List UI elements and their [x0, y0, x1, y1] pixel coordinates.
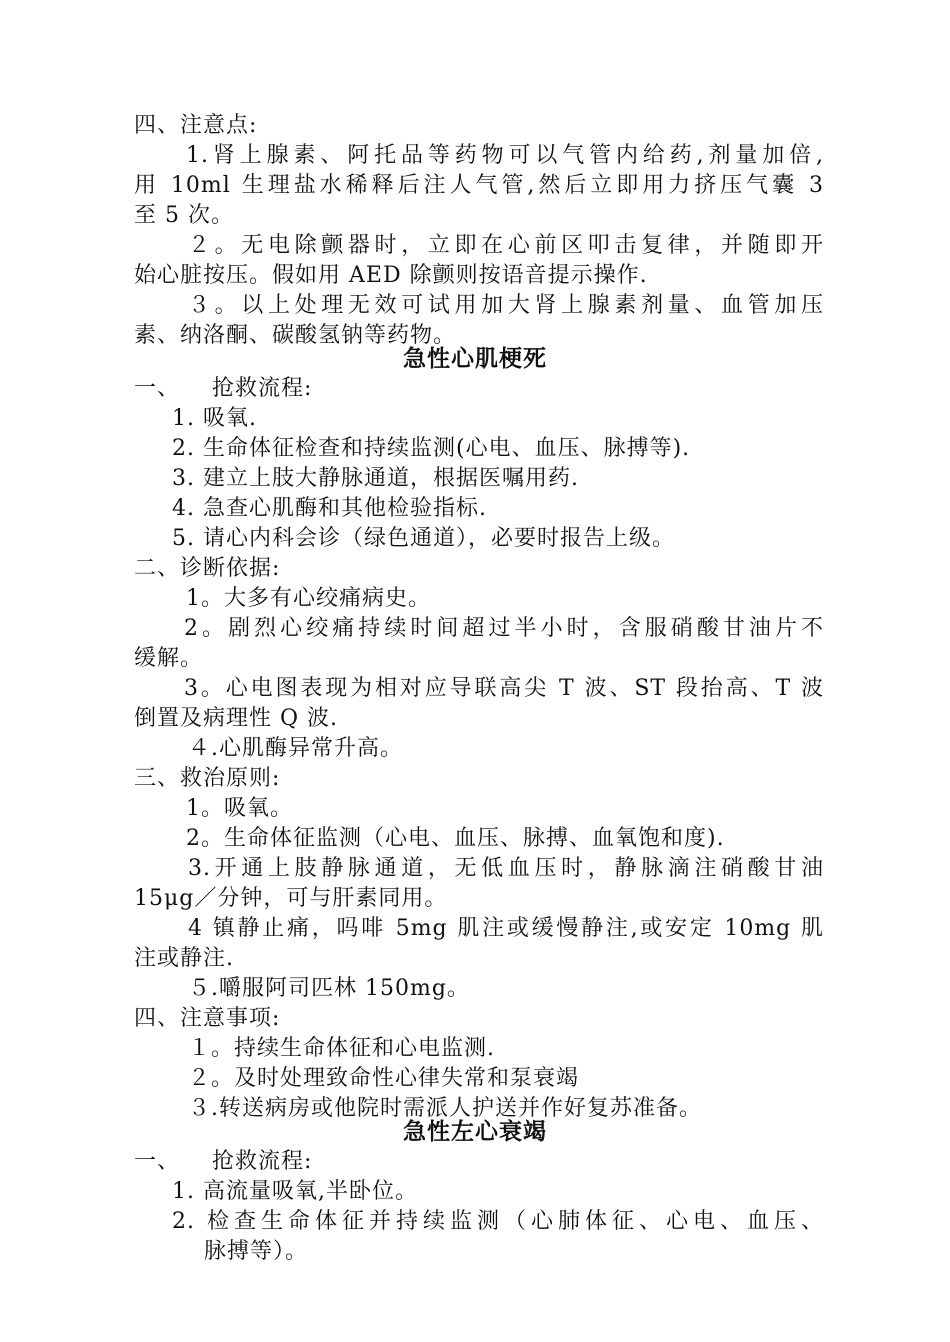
note-3-line-2: 素、纳洛酮、碳酸氢钠等药物。: [134, 323, 457, 348]
ami-rescue-item-4: 4. 急查心肌酶和其他检验指标.: [172, 496, 487, 521]
ami-rescue-item-2: 2. 生命体征检查和持续监测(心电、血压、脉搏等).: [172, 436, 691, 461]
ami-diagnosis-item-3-line-1: 3。心电图表现为相对应导联高尖 T 波、ST 段抬高、T 波: [184, 676, 824, 701]
ami-diagnosis-item-1: 1。大多有心绞痛病史。: [186, 586, 431, 611]
ami-rescue-heading: 一、 抢救流程:: [134, 376, 313, 401]
section-heading-notes: 四、注意点:: [134, 113, 258, 138]
note-1-line-3: 至 5 次。: [134, 203, 234, 228]
ami-notes-heading: 四、注意事项:: [134, 1006, 281, 1031]
ami-treatment-heading: 三、救治原则:: [134, 766, 281, 791]
ami-diagnosis-heading: 二、诊断依据:: [134, 556, 281, 581]
ami-rescue-item-3: 3. 建立上肢大静脉通道，根据医嘱用药.: [172, 466, 579, 491]
ami-diagnosis-item-4: ４.心肌酶异常升高。: [188, 736, 403, 761]
ami-notes-item-1: １。持续生命体征和心电监测.: [188, 1036, 495, 1061]
ami-title: 急性心肌梗死: [403, 346, 547, 372]
note-2-line-2: 始心脏按压。假如用 AED 除颤则按语音提示操作.: [134, 263, 648, 288]
ami-treatment-item-1: 1。吸氧。: [186, 796, 293, 821]
ami-diagnosis-item-3-line-2: 倒置及病理性 Q 波.: [134, 706, 339, 731]
alhf-rescue-item-1: 1. 高流量吸氧,半卧位。: [172, 1179, 418, 1204]
alhf-rescue-item-2-line-2: 脉搏等）。: [204, 1239, 309, 1264]
alhf-rescue-heading: 一、 抢救流程:: [134, 1149, 313, 1174]
note-2-line-1: ２。无电除颤器时，立即在心前区叩击复律，并随即开: [188, 233, 824, 258]
note-1-line-2: 用 10ml 生理盐水稀释后注人气管,然后立即用力挤压气囊 3: [134, 173, 824, 198]
ami-treatment-item-3-line-2: 15μg／分钟，可与肝素同用。: [134, 886, 448, 911]
note-1-line-1: 1.肾上腺素、阿托品等药物可以气管内给药,剂量加倍,: [186, 143, 824, 168]
ami-notes-item-2: ２。及时处理致命性心律失常和泵衰竭: [188, 1066, 580, 1091]
ami-diagnosis-item-2-line-2: 缓解。: [134, 646, 204, 671]
ami-treatment-item-2: 2。生命体征监测（心电、血压、脉搏、血氧饱和度).: [186, 826, 725, 851]
ami-rescue-item-1: 1. 吸氧.: [172, 406, 257, 431]
alhf-rescue-item-2-line-1: 2. 检查生命体征并持续监测（心肺体征、心电、血压、: [172, 1209, 824, 1234]
alhf-title: 急性左心衰竭: [403, 1119, 547, 1145]
ami-treatment-item-5: ５.嚼服阿司匹林 150mg。: [188, 976, 470, 1001]
ami-notes-item-3: ３.转送病房或他院时需派人护送并作好复苏准备。: [188, 1096, 702, 1121]
ami-treatment-item-3-line-1: 3.开通上肢静脉通道，无低血压时，静脉滴注硝酸甘油: [188, 856, 824, 881]
ami-rescue-item-5: 5. 请心内科会诊（绿色通道），必要时报告上级。: [172, 526, 675, 551]
note-3-line-1: ３。以上处理无效可试用加大肾上腺素剂量、血管加压: [188, 293, 824, 318]
ami-diagnosis-item-2-line-1: 2。剧烈心绞痛持续时间超过半小时，含服硝酸甘油片不: [184, 616, 824, 641]
ami-treatment-item-4-line-2: 注或静注.: [134, 946, 234, 971]
ami-treatment-item-4-line-1: 4 镇静止痛，吗啡 5mg 肌注或缓慢静注,或安定 10mg 肌: [188, 916, 824, 941]
